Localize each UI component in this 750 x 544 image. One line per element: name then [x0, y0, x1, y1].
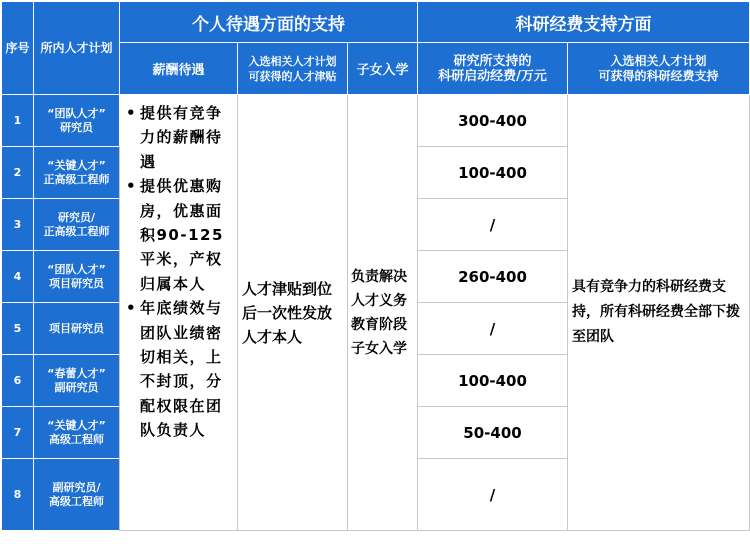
program-header: 所内人才计划: [34, 2, 120, 95]
row-program: [34, 147, 120, 199]
allowance-header-line2: 可获得的人才津贴: [248, 69, 337, 83]
row-program: [34, 95, 120, 147]
header-row-top: [2, 2, 750, 43]
program-line1: “关键人才”: [47, 158, 106, 172]
startup-header-line2: 科研启动经费/万元: [438, 68, 547, 84]
salary-point: • 提供优惠购房，优惠面积90-125平米，产权归属本人: [126, 174, 233, 296]
salary-point: • 提供有竞争力的薪酬待遇: [126, 101, 233, 174]
table-row: [2, 95, 750, 147]
program-line2: 项目研究员: [49, 276, 104, 290]
startup-fund-cell: /: [418, 303, 568, 355]
row-program: [34, 407, 120, 459]
children-cell: 负责解决人才义务教育阶段子女入学: [348, 95, 418, 531]
startup-fund-column-header: [418, 43, 568, 95]
program-line2: 正高级工程师: [43, 224, 110, 238]
research-header-line1: 入选相关人才计划: [610, 53, 707, 68]
startup-fund-cell: 300-400: [418, 95, 568, 147]
row-program: [34, 199, 120, 251]
research-support-column-header: [568, 43, 750, 95]
program-line2: 副研究员: [54, 380, 99, 394]
research-funding-section-header: 科研经费支持方面: [418, 2, 750, 43]
row-seq: 3: [2, 199, 34, 251]
row-program: [34, 303, 120, 355]
program-line1: “关键人才”: [47, 418, 106, 432]
program-line1: 副研究员/: [52, 480, 101, 494]
children-column-header: 子女入学: [348, 43, 418, 95]
seq-header: 序号: [2, 2, 34, 95]
allowance-cell: 人才津贴到位后一次性发放人才本人: [238, 95, 348, 531]
startup-fund-cell: 100-400: [418, 147, 568, 199]
row-seq: 6: [2, 355, 34, 407]
program-line2: 高级工程师: [49, 494, 104, 508]
salary-list: [126, 101, 233, 443]
program-line1: “春蕾人才”: [47, 366, 106, 380]
program-line1: 研究员/: [57, 210, 96, 224]
program-line1: 项目研究员: [49, 321, 104, 335]
row-seq: 1: [2, 95, 34, 147]
row-seq: 4: [2, 251, 34, 303]
startup-fund-cell: 100-400: [418, 355, 568, 407]
row-program: [34, 251, 120, 303]
startup-fund-cell: 50-400: [418, 407, 568, 459]
talent-support-table: [1, 1, 750, 531]
salary-column-header: 薪酬待遇: [120, 43, 238, 95]
row-program: [34, 355, 120, 407]
program-line1: “团队人才”: [47, 262, 106, 276]
row-seq: 7: [2, 407, 34, 459]
salary-point: • 年底绩效与团队业绩密切相关，上不封顶，分配权限在团队负责人: [126, 296, 233, 442]
allowance-header-line1: 入选相关人才计划: [248, 54, 337, 68]
program-line2: 正高级工程师: [43, 172, 110, 186]
startup-header-line1: 研究所支持的: [453, 53, 532, 69]
startup-fund-cell: 260-400: [418, 251, 568, 303]
startup-fund-cell: /: [418, 459, 568, 531]
program-line1: “团队人才”: [47, 106, 106, 120]
row-program: [34, 459, 120, 531]
program-line2: 研究员: [60, 120, 93, 134]
program-line2: 高级工程师: [49, 432, 104, 446]
row-seq: 8: [2, 459, 34, 531]
research-header-line2: 可获得的科研经费支持: [598, 68, 719, 83]
salary-cell: [120, 95, 238, 531]
allowance-column-header: [238, 43, 348, 95]
startup-fund-cell: /: [418, 199, 568, 251]
row-seq: 5: [2, 303, 34, 355]
row-seq: 2: [2, 147, 34, 199]
personal-support-section-header: 个人待遇方面的支持: [120, 2, 418, 43]
research-support-cell: 具有竞争力的科研经费支持，所有科研经费全部下拨至团队: [568, 95, 750, 531]
